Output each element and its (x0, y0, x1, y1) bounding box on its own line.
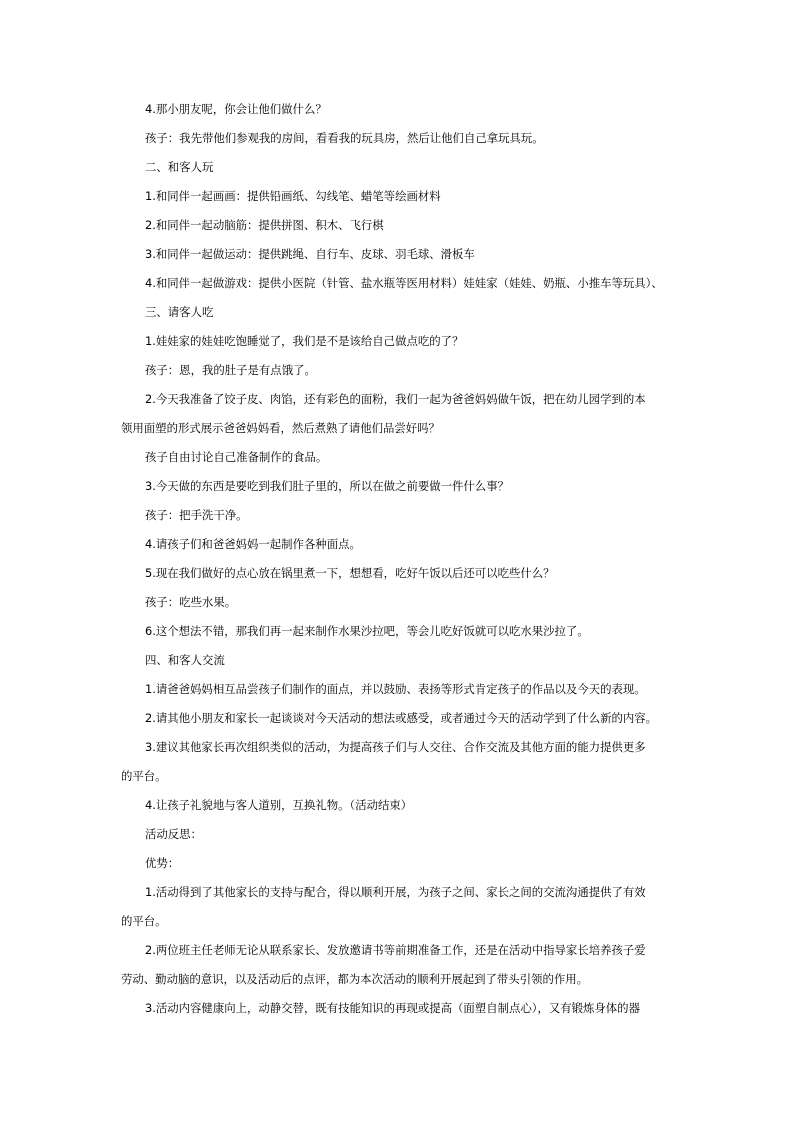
text-line: 孩子自由讨论自己准备制作的食品。 (145, 450, 328, 464)
section-heading: 四、和客人交流 (145, 653, 225, 667)
text-line: 孩子：恩，我的肚子是有点饿了。 (145, 363, 316, 377)
text-line: 领用面塑的形式展示爸爸妈妈看，然后煮熟了请他们品尝好吗？ (121, 421, 440, 435)
section-heading: 活动反思： (145, 827, 202, 841)
text-line: 2.两位班主任老师无论从联系家长、发放邀请书等前期准备工作，还是在活动中指导家长培养孩子爱 (145, 943, 646, 957)
text-line: 1.请爸爸妈妈相互品尝孩子们制作的面点，并以鼓励、表扬等形式肯定孩子的作品以及今天的表现。 (145, 682, 646, 696)
text-line: 5.现在我们做好的点心放在锅里煮一下，想想看，吃好午饭以后还可以吃些什么？ (145, 566, 555, 580)
text-line: 孩子：我先带他们参观我的房间，看看我的玩具房，然后让他们自己拿玩具玩。 (145, 131, 544, 145)
text-line: 4.请孩子们和爸爸妈妈一起制作各种面点。 (145, 537, 361, 551)
text-line: 3.今天做的东西是要吃到我们肚子里的，所以在做之前要做一件什么事？ (145, 479, 509, 493)
text-line: 4.那小朋友呢，你会让他们做什么？ (145, 102, 327, 116)
text-line: 3.建议其他家长再次组织类似的活动，为提高孩子们与人交往、合作交流及其他方面的能力提供更多 (145, 740, 646, 754)
section-heading: 三、请客人吃 (145, 305, 214, 319)
text-line: 2.和同伴一起动脑筋：提供拼图、积木、飞行棋 (145, 218, 384, 232)
section-heading: 优势： (145, 856, 180, 870)
text-line: 1.和同伴一起画画：提供铅画纸、勾线笔、蜡笔等绘画材料 (145, 189, 441, 203)
text-line: 的平台。 (121, 769, 167, 783)
text-line: 3.和同伴一起做运动：提供跳绳、自行车、皮球、羽毛球、滑板车 (145, 247, 475, 261)
text-line: 3.活动内容健康向上，动静交替，既有技能知识的再现或提高（面塑自制点心），又有锻炼身体的器 (145, 1001, 640, 1015)
text-line: 孩子：把手洗干净。 (145, 508, 248, 522)
text-line: 4.让孩子礼貌地与客人道别，互换礼物。（活动结束） (145, 798, 413, 812)
text-line: 2.请其他小朋友和家长一起谈谈对今天活动的想法或感受，或者通过今天的活动学到了什么新的内容。 (145, 711, 658, 725)
text-line: 4.和同伴一起做游戏：提供小医院（针管、盐水瓶等医用材料）娃娃家（娃娃、奶瓶、小推车等玩具）、 (145, 276, 663, 290)
text-line: 1.活动得到了其他家长的支持与配合，得以顺利开展，为孩子之间、家长之间的交流沟通提供了有效 (145, 885, 646, 899)
section-heading: 二、和客人玩 (145, 160, 214, 174)
text-line: 2.今天我准备了饺子皮、肉馅，还有彩色的面粉，我们一起为爸爸妈妈做午饭，把在幼儿园学到的本 (145, 392, 646, 406)
text-line: 孩子：吃些水果。 (145, 595, 237, 609)
text-line: 劳动、勤动脑的意识，以及活动后的点评，都为本次活动的顺利开展起到了带头引领的作用。 (121, 972, 589, 986)
text-line: 6.这个想法不错，那我们再一起来制作水果沙拉吧，等会儿吃好饭就可以吃水果沙拉了。 (145, 624, 589, 638)
text-line: 1.娃娃家的娃娃吃饱睡觉了，我们是不是该给自己做点吃的了？ (145, 334, 464, 348)
text-line: 的平台。 (121, 914, 167, 928)
